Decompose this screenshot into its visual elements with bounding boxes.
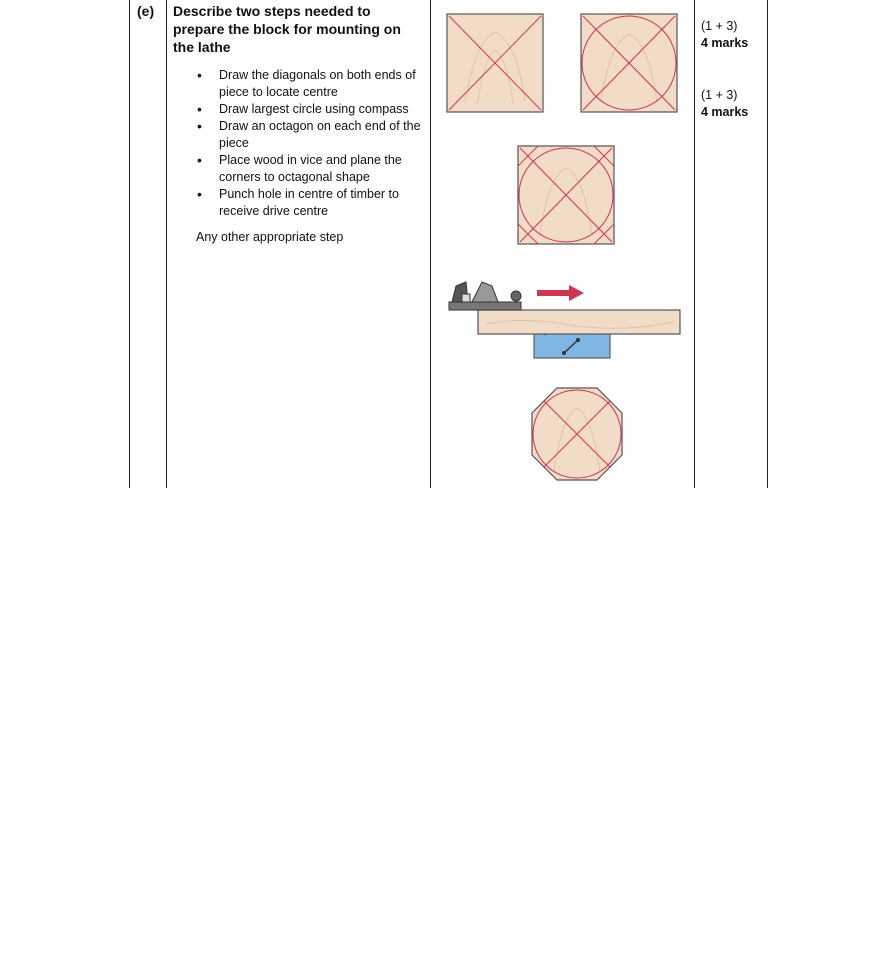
square-octagon-sketch xyxy=(516,144,616,246)
marks-group-2 xyxy=(701,87,748,121)
marks-breakdown: (1 + 3) xyxy=(701,88,738,102)
answer-item: • Place wood in vice and plane the corners to octagonal shape xyxy=(196,152,421,186)
plane-vice-sketch xyxy=(446,272,684,364)
table-border-sketch xyxy=(694,0,695,488)
marks-group-1 xyxy=(701,18,748,52)
push-direction-arrow-icon xyxy=(537,285,584,301)
part-label: (e) xyxy=(137,3,155,19)
octagon-sketch xyxy=(530,386,624,482)
table-border-right xyxy=(767,0,768,488)
answer-item: • Draw the diagonals on both ends of piece to locate centre xyxy=(196,67,421,101)
square-circle-sketch xyxy=(579,12,679,114)
hand-plane-icon xyxy=(449,282,521,310)
table-border-part xyxy=(166,0,167,488)
marks-total: 4 marks xyxy=(701,36,749,50)
answer-list xyxy=(196,67,421,220)
other-step-note: Any other appropriate step xyxy=(196,230,344,244)
answer-item: • Punch hole in centre of timber to receive drive centre xyxy=(196,186,421,220)
answer-item: • Draw largest circle using compass xyxy=(196,101,421,118)
table-border-left xyxy=(129,0,130,488)
question-prompt: Describe two steps needed to prepare the block for mounting on the lathe xyxy=(173,3,401,55)
marks-breakdown: (1 + 3) xyxy=(701,19,738,33)
square-diagonals-sketch xyxy=(445,12,545,114)
table-border-question xyxy=(430,0,431,488)
marks-total: 4 marks xyxy=(701,105,749,119)
answer-item: • Draw an octagon on each end of the piece xyxy=(196,118,421,152)
